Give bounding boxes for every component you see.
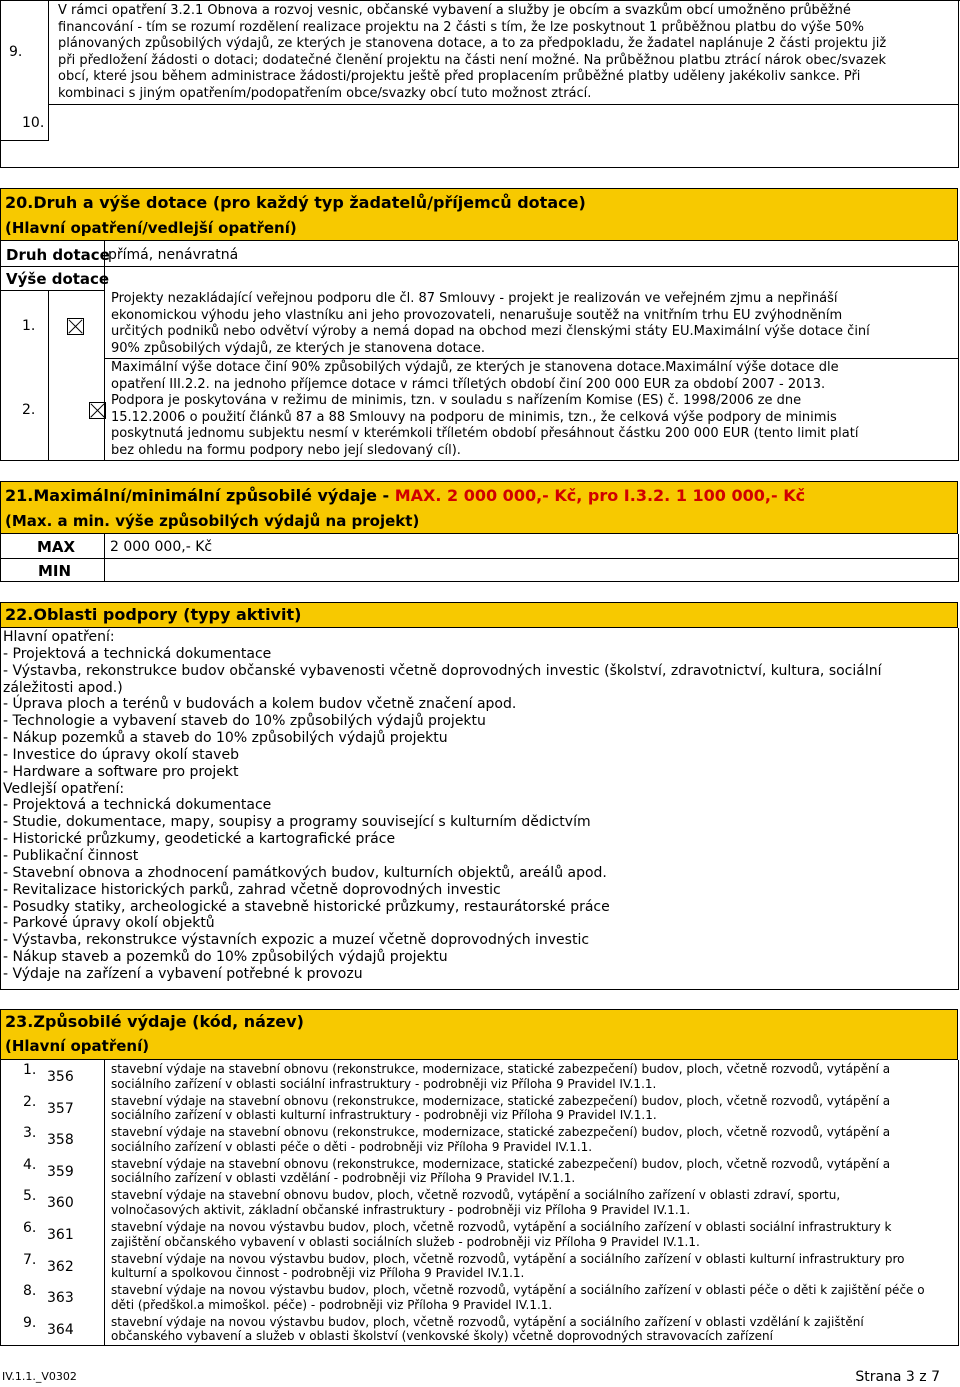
text-line: plánovaných způsobilých výdajů, ze kterých je stanovena dotace, a to za předpokladu, že žadatel naplánuje 2 části projektu již [58,36,887,51]
expense-description [111,1094,890,1123]
row-number: 6. [23,1220,37,1236]
section-22-title: 22.Oblasti podpory (typy aktivit) [5,605,302,624]
row-number: 2. [23,1093,37,1110]
text-line: volnočasových aktivit, základní občanské infrastruktury - podrobněji viz Příloha 9 Pravidel IV.1.1. [111,1202,691,1217]
checkbox-checked-icon [67,318,84,335]
table-row [0,1156,960,1188]
expense-description [111,1252,904,1281]
text-line: stavební výdaje na stavební obnovu budov, ploch, včetně rozvodů, vytápění a sociálního zařízení v oblasti zdraví, sportu, [111,1188,841,1203]
expense-description [111,1283,925,1312]
expense-code: 364 [47,1321,74,1338]
text-line: Maximální výše dotace činí 90% způsobilých výdajů, ze kterých je stanovena dotace.Maximální výše dotace dle [111,360,839,375]
druh-dotace-value: přímá, nenávratná [108,247,239,263]
expense-code: 356 [47,1069,74,1085]
section-21-subtitle: (Max. a min. výše způsobilých výdajů na projekt) [5,512,420,530]
text-line: stavební výdaje na stavební obnovu (rekonstrukce, modernizace, statické zabezpečení) budov, ploch, včetně rozvodů, vytápění a [111,1125,891,1140]
text-line: V rámci opatření 3.2.1 Obnova a rozvoj vesnic, občanské vybavení a služby je obcím a svazkům obcí umožněno průběžné [58,3,851,18]
text-line: Podpora je poskytována v režimu de minimis, tzn. v souladu s nařízením Komise (ES) č. 1998/2006 ze dne [111,393,802,408]
list-line: - Projektová a technická dokumentace [3,645,272,662]
list-line: - Posudky statiky, archeologické a stavebně historické průzkumy, restaurátorské práce [3,898,610,915]
list-line: - Nákup pozemků a staveb do 10% způsobilých výdajů projektu [3,730,448,747]
text-line: děti (předškol.a mimoškol. péče) - podrobněji viz Příloha 9 Pravidel IV.1.1. [111,1297,553,1312]
footer-page-number: Strana 3 z 7 [855,1369,940,1385]
list-line: - Studie, dokumentace, mapy, soupisy a programy související s kulturním dědictvím [3,814,591,831]
text-line: zajištění občanského vybavení v oblasti sociálních služeb - podrobněji viz Příloha 9 Pravidel IV.1.1. [111,1234,700,1249]
list-line: - Stavební obnova a zhodnocení památkových budov, kulturních objektů, areálů apod. [3,864,607,881]
table-row [0,1093,960,1125]
text-line: stavební výdaje na novou výstavbu budov, ploch, včetně rozvodů, vytápění a sociálního zařízení v oblasti sociální infrastruktury k [111,1220,892,1234]
text-line: 15.12.2006 o použití článků 87 a 88 Smlouvy na podporu de minimis, tzn., že celková výše podpory de minimis [111,409,837,425]
text-line: kombinaci s jiným opatřením/podopatřením obce/svazky obcí tuto možnost ztrácí. [58,85,592,101]
expense-description [111,1220,891,1249]
footer-doc-code: IV.1.1._V0302 [2,1370,77,1383]
section-21-header [0,481,958,534]
section-23-title: 23.Způsobilé výdaje (kód, název) [5,1012,304,1031]
list-line: - Investice do úpravy okolí staveb [3,746,239,763]
text-line: kulturní a spolkovou činnost - podrobněji viz Příloha 9 Pravidel IV.1.1. [111,1266,525,1281]
oblasti-podpory-list [3,629,882,983]
row-number: 7. [23,1251,37,1268]
table-row [0,1219,960,1251]
row-number: 3. [23,1125,37,1142]
min-label: MIN [38,562,72,580]
expense-code: 357 [47,1100,74,1117]
list-line: Hlavní opatření: [3,629,115,645]
list-line: Vedlejší opatření: [3,780,125,797]
expense-code: 358 [47,1132,74,1149]
list-line: - Publikační činnost [3,847,139,864]
list-line: - Výstavba, rekonstrukce výstavních expozic a muzeí včetně doprovodných investic [3,932,590,949]
text-line: stavební výdaje na stavební obnovu (rekonstrukce, modernizace, statické zabezpečení) budov, ploch, včetně rozvodů, vytápění a [111,1093,891,1108]
list-line: - Parkové úpravy okolí objektů [3,915,215,932]
max-value: 2 000 000,- Kč [110,539,213,555]
list-line: - Technologie a vybavení staveb do 10% způsobilých výdajů projektu [3,713,486,730]
text-line: obcí, které jsou během administrace žádosti/projektu ještě před proplacením průběžné platby uděleny jakékoliv sankce. Při [58,69,861,84]
list-line: - Projektová a technická dokumentace [3,797,272,814]
section-22-header [0,602,958,628]
text-line: financování - tím se rozumí rozdělení realizace projektu na 2 části s tím, že lze poskytnout 1 průběžnou platbu do výše 50% [58,19,864,35]
text-line: sociálního zařízení v oblasti vzdělání - podrobněji viz Příloha 9 Pravidel IV.1.1. [111,1171,576,1186]
row-number: 5. [23,1188,37,1205]
checkbox-checked-icon [89,402,106,419]
table-row [0,1124,960,1156]
list-line: - Nákup staveb a pozemků do 10% způsobilých výdajů projektu [3,949,448,966]
expense-code: 363 [47,1290,74,1307]
list-line: - Hardware a software pro projekt [3,763,239,780]
vyse-item-number: 1. [22,318,36,334]
expense-description [111,1157,890,1186]
section-21-title-limits: MAX. 2 000 000,- Kč, pro I.3.2. 1 100 000,- Kč [394,486,806,505]
text-line: poskytnutá jednomu subjektu nesmí v kterémkoli tříletém období přesáhnout částku 200 000 EUR (tento limit platí [111,426,859,441]
table-row [0,1282,960,1314]
table-row [0,1314,960,1346]
text-line: opatření III.2.2. na jednoho příjemce dotace v rámci tříletých období činí 200 000 EUR za období 2007 - 2013. [111,376,826,392]
section-20-subtitle: (Hlavní opatření/vedlejší opatření) [5,219,297,237]
druh-dotace-label: Druh dotace [6,246,110,264]
row-number: 4. [23,1156,37,1173]
expense-description [111,1125,890,1154]
text-line: stavební výdaje na novou výstavbu budov, ploch, včetně rozvodů, vytápění a sociálního zařízení v oblasti kulturní infrastruktury pro [111,1251,905,1266]
section-20-title: 20.Druh a výše dotace (pro každý typ žadatelů/příjemců dotace) [5,193,586,212]
list-line: - Výdaje na zařízení a vybavení potřebné k provozu [3,965,363,982]
text-line: občanského vybavení a služeb v oblasti školství (venkovské školy) včetně doprovodných stravovacích zařízení [111,1329,773,1344]
expense-code: 361 [47,1227,74,1243]
prubezne-financovani-text [58,3,956,102]
list-line: - Úprava ploch a terénů v budovách a kolem budov včetně značení apod. [3,696,517,713]
table-row [0,1251,960,1283]
text-line: 90% způsobilých výdajů, ze kterých je stanovena dotace. [111,340,485,356]
expense-description [111,1062,890,1091]
table-row [0,1187,960,1219]
text-line: stavební výdaje na novou výstavbu budov, ploch, včetně rozvodů, vytápění a sociálního zařízení v oblasti péče o děti k zajištění péče o [111,1283,925,1298]
text-line: při předložení žádosti o dotaci; dodatečné členění projektu na části není možné. Na průběžnou platbu ztrácí nárok obec/svazek [58,52,886,68]
vyse-item-text [111,291,870,357]
expense-code: 362 [47,1258,74,1275]
vyse-item-number: 2. [22,402,36,418]
section-20-header [0,188,958,241]
expense-code: 359 [47,1163,74,1180]
text-line: určitých podniků nebo odvětví výroby a nemá dopad na obchod mezi členskými státy EU.Maximální výše dotace činí [111,324,870,339]
vyse-item-text [111,360,858,459]
row-number: 9. [23,1314,37,1331]
row-number: 8. [23,1283,37,1300]
section-23-header [0,1009,958,1060]
list-line: - Výstavba, rekonstrukce budov občanské vybavenosti včetně doprovodných investic (školství, zdravotnictví, kultura, sociální [3,662,882,679]
max-label: MAX [37,538,76,556]
text-line: stavební výdaje na stavební obnovu (rekonstrukce, modernizace, statické zabezpečení) budov, ploch, včetně rozvodů, vytápění a [111,1062,891,1076]
text-line: bez ohledu na formu podpory nebo její sledovaný cíl). [111,442,461,458]
text-line: Projekty nezakládající veřejnou podporu dle čl. 87 Smlouvy - projekt je realizován ve veřejném zjmu a nepřináší [111,291,838,306]
expense-description [111,1188,840,1217]
list-line: - Historické průzkumy, geodetické a kartografické práce [3,831,396,848]
row-number-10: 10. [22,115,45,131]
text-line: sociálního zařízení v oblasti péče o děti - podrobněji viz Příloha 9 Pravidel IV.1.1. [111,1139,593,1154]
text-line: ekonomickou výhodu jeho vlastníku ani jeho provozovateli, nenarušuje soutěž na vnitřním trhu EU zvýhodněním [111,307,843,323]
expense-code: 360 [47,1195,74,1212]
text-line: stavební výdaje na novou výstavbu budov, ploch, včetně rozvodů, vytápění a sociálního zařízení v oblasti vzdělání k zajištění [111,1314,864,1329]
list-line: - Revitalizace historických parků, zahrad včetně doprovodných investic [3,881,501,898]
section-21-title [5,486,805,506]
section-21-title-main: 21.Maximální/minimální způsobilé výdaje - [5,486,395,505]
list-line: záležitosti apod.) [3,679,123,696]
text-line: sociálního zařízení v oblasti sociální infrastruktury - podrobněji viz Příloha 9 Pravidel IV.1.1. [111,1076,657,1091]
table-row [0,1061,960,1093]
section-23-subtitle: (Hlavní opatření) [5,1037,150,1055]
text-line: stavební výdaje na stavební obnovu (rekonstrukce, modernizace, statické zabezpečení) budov, ploch, včetně rozvodů, vytápění a [111,1156,891,1171]
row-number: 1. [23,1062,37,1078]
text-line: sociálního zařízení v oblasti kulturní infrastruktury - podrobněji viz Příloha 9 Pravidel IV.1.1. [111,1108,657,1123]
row-number-9: 9. [9,44,23,60]
vyse-dotace-label: Výše dotace [6,270,110,288]
expense-description [111,1315,864,1344]
